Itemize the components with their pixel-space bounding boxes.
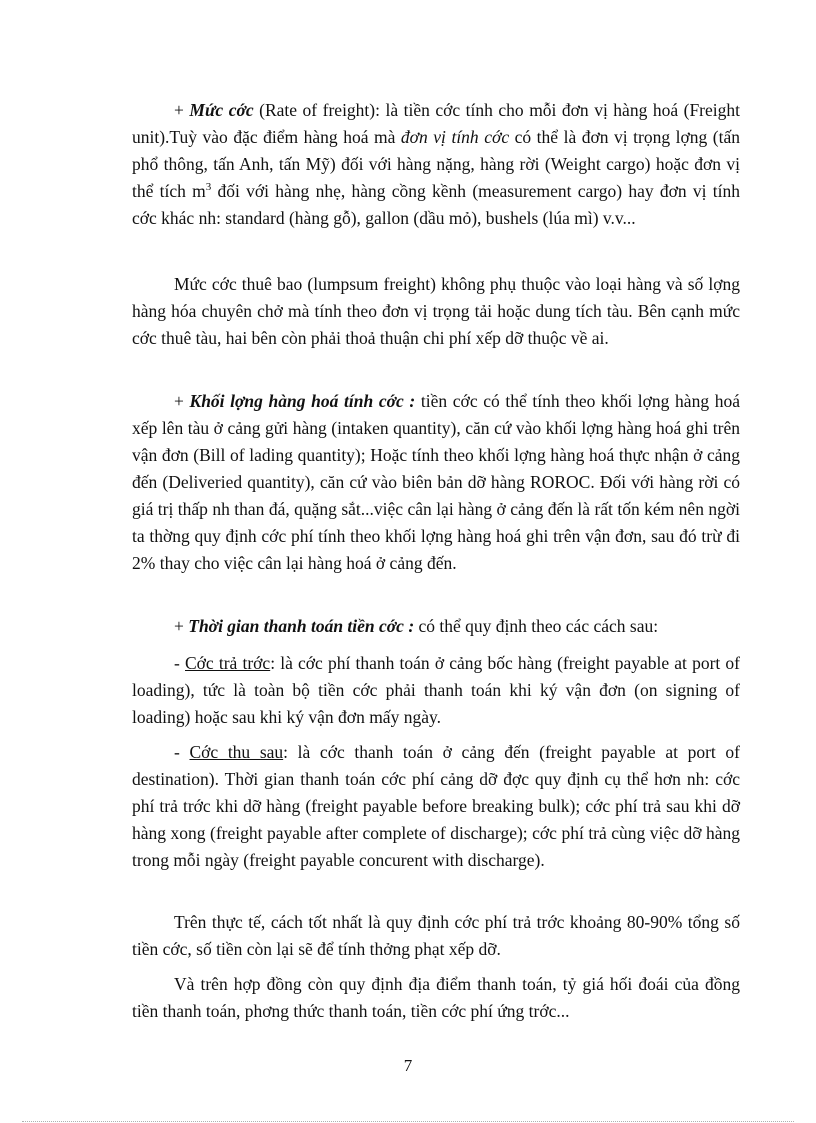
bullet-plus: + [174,616,189,636]
paragraph-lumpsum: Mức cớc thuê bao (lumpsum freight) không phụ thuộc vào loại hàng và số lợng hàng hóa chuyên chở mà tính theo đơn vị trọng tải hoặc dung tích tàu. Bên cạnh mức cớc thuê tàu, hai bên còn phải thoả thuận chi phí xếp dỡ thuộc về ai. [132,274,740,348]
paragraph-quantity [132,388,740,577]
term-collect: Cớc thu sau [189,742,284,762]
text-segment: tiền cớc có thể tính theo khối lợng hàng hoá xếp lên tàu ở cảng gửi hàng (intaken quantity), căn cứ vào khối lợng hàng hoá ghi trên vận đơn (Bill of lading quantity); Hoặc tính theo khối lợng hàng hoá thực nhận ở cảng đến (Deliveried quantity), căn cứ vào biên bản dỡ hàng ROROC. Đối với hàng rời có giá trị thấp nh than đá, quặng sắt...việc cân lại hàng ở cảng đến là rất tốn kém nên ngời ta thờng quy định cớc phí tính theo khối lợng hàng hoá ghi trên vận đơn, sau đó trừ đi 2% thay cho việc cân lại hàng hoá ở cảng đến. [132,391,740,573]
text-segment: có thể quy định theo các cách sau: [414,616,659,636]
text-segment: có thể là đơn vị trọng lợng (tấn phổ thông, tấn Anh, tấn Mỹ) đối với hàng nặng, hàng rời (Weight cargo) hoặc đơn vị thể tích m [132,127,740,201]
term-freight-unit: đơn vị tính cớc [400,127,510,147]
page-bottom-divider [22,1121,794,1122]
term-rate-of-freight: Mức cớc [189,100,254,120]
paragraph-payment-time [132,613,740,640]
text-segment: : là cớc thanh toán ở cảng đến (freight payable at port of destination). Thời gian thanh toán cớc phí cảng dỡ đợc quy định cụ thể hơn nh: cớc phí trả trớc khi dỡ hàng (freight payable before breaking bulk); cớc phí trả sau khi dỡ hàng xong (freight payable after complete of discharge); cớc phí trả cùng việc dỡ hàng trong mỗi ngày (freight payable concurent with discharge). [132,742,740,870]
paragraph-contract: Và trên hợp đồng còn quy định địa điểm thanh toán, tỷ giá hối đoái của đồng tiền thanh toán, phơng thức thanh toán, tiền cớc phí ứng trớc... [132,974,740,1021]
term-quantity: Khối lợng hàng hoá tính cớc : [189,391,416,411]
paragraph-best-practice: Trên thực tế, cách tốt nhất là quy định cớc phí trả trớc khoảng 80-90% tổng số tiền cớc, số tiền còn lại sẽ để tính thởng phạt xếp dỡ. [132,912,740,959]
bullet-dash: - [174,653,185,673]
bullet-plus: + [174,391,190,411]
term-payment-time: Thời gian thanh toán tiền cớc : [188,616,415,636]
page-number: 7 [403,1056,413,1075]
text-segment: đối với hàng nhẹ, hàng cồng kềnh (measurement cargo) hay đơn vị tính cớc khác nh: standard (hàng gỗ), gallon (dầu mỏ), bushels (lúa mì) v.v... [132,181,740,228]
paragraph-prepaid [132,650,740,731]
paragraph-collect [132,739,740,874]
text-segment: : là cớc phí thanh toán ở cảng bốc hàng (freight payable at port of loading), tức là toàn bộ tiền cớc phải thanh toán khi ký vận đơn (on signing of loading) hoặc sau khi ký vận đơn mấy ngày. [132,653,741,727]
bullet-plus: + [174,100,190,120]
bullet-dash: - [174,742,190,762]
paragraph-rate-of-freight [132,97,740,232]
text-segment: (Rate of freight): là tiền cớc tính cho mỗi đơn vị hàng hoá (Freight unit).Tuỳ vào đặc điểm hàng hoá mà [132,100,740,147]
term-prepaid: Cớc trả trớc [185,653,271,673]
superscript: 3 [205,181,212,194]
